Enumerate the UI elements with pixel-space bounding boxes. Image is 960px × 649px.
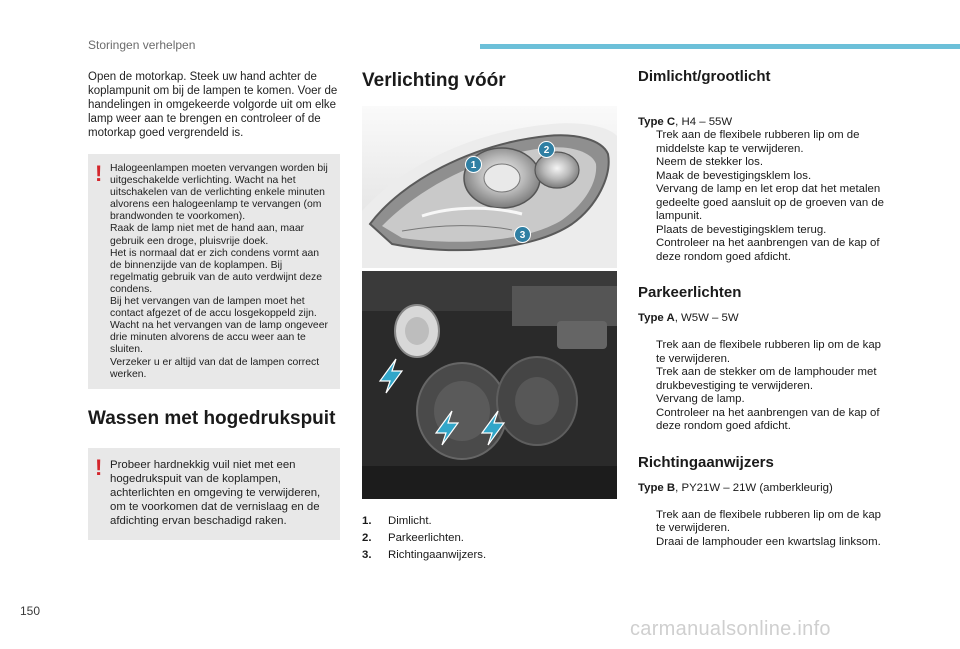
step-item: Controleer na het aanbrengen van de kap of deze rondom goed afdicht. xyxy=(656,406,880,432)
engine-bay-photo xyxy=(362,271,617,499)
legend-label: Dimlicht. xyxy=(388,515,432,527)
turn-title: Richtingaanwijzers xyxy=(638,453,774,471)
headlamp-photo xyxy=(362,106,617,268)
callout-2: 2 xyxy=(538,141,555,158)
step-item: Trek aan de stekker om de lamphouder met drukbevestiging te verwijderen. xyxy=(656,366,877,392)
callout-1: 1 xyxy=(465,156,482,173)
warning-paragraph: Probeer hardnekkig vuil niet met een hogedrukspuit van de koplampen, achterlichten en omgeving te verwijderen, om te voorkomen dat de vernislaag en de afdichting ervan beschadigd raken. xyxy=(110,458,321,527)
step-item: Controleer na het aanbrengen van de kap of deze rondom goed afdicht. xyxy=(656,237,880,263)
intro-text: Open de motorkap. Steek uw hand achter de koplampunit om bij de lampen te komen. Voer de handelingen in omgekeerde volgorde uit om elke lamp weer aan te brengen en controleer of de motorkap goed vergrendeld is. xyxy=(88,71,338,139)
warning-icon: ! xyxy=(95,161,103,186)
page-number: 150 xyxy=(20,604,41,618)
turn-type xyxy=(638,481,893,495)
type-spec: , PY21W – 21W (amberkleurig) xyxy=(675,481,833,494)
step-item: Maak de bevestigingsklem los. xyxy=(656,169,812,182)
legend-item xyxy=(362,513,617,530)
front-lighting-title: Verlichting vóór xyxy=(362,70,506,91)
warning-icon: ! xyxy=(95,454,103,480)
type-label: Type A xyxy=(638,312,675,324)
park-title: Parkeerlichten xyxy=(638,284,742,301)
wash-title: Wassen met hogedrukspuit xyxy=(88,407,336,429)
section-header: Storingen verhelpen xyxy=(88,38,196,52)
legend-label: Richtingaanwijzers. xyxy=(388,549,487,561)
callout-3: 3 xyxy=(514,226,531,243)
warning-box-halogen xyxy=(88,154,340,389)
warning-paragraph: Raak de lamp niet met de hand aan, maar gebruik een droge, pluisvrije doek. xyxy=(110,223,305,247)
watermark: carmanualsonline.info xyxy=(630,618,831,640)
step-item: Plaats de bevestigingsklem terug. xyxy=(656,223,827,236)
step-item: Vervang de lamp. xyxy=(656,393,745,405)
type-spec: , W5W – 5W xyxy=(674,312,739,324)
warning-paragraph: Bij het vervangen van de lampen moet het contact afgezet of de accu losgekoppeld zijn. Wacht na het vervangen van de lamp ongeveer drie minuten alvorens de accu weer aan te sluiten. xyxy=(110,296,328,356)
step-item: Vervang de lamp en let erop dat het metalen gedeelte goed aansluit op de groeven van de lampunit. xyxy=(656,183,884,222)
legend-label: Parkeerlichten. xyxy=(388,532,464,544)
turn-steps xyxy=(638,509,893,550)
legend-number: 1. xyxy=(362,515,372,527)
header-accent-bar xyxy=(480,44,960,49)
warning-paragraph: Halogeenlampen moeten vervangen worden bij uitgeschakelde verlichting. Wacht na het uitschakelen van de verlichting enkele minuten alvorens een halogeenlamp te vervangen (om brandwonden te voorkomen). xyxy=(110,163,328,223)
legend-number: 3. xyxy=(362,549,372,561)
photo-legend xyxy=(362,513,617,564)
warning-paragraph: Verzeker u er altijd van dat de lampen correct werken. xyxy=(110,356,320,380)
step-item: Trek aan de flexibele rubberen lip om de middelste kap te verwijderen. xyxy=(656,129,860,155)
type-spec: , H4 – 55W xyxy=(675,116,733,128)
legend-item xyxy=(362,530,617,547)
legend-item xyxy=(362,547,617,564)
step-item: Neem de stekker los. xyxy=(656,156,763,168)
column-right xyxy=(638,68,893,549)
column-left xyxy=(88,70,340,540)
type-label: Type B xyxy=(638,481,676,494)
step-item: Draai de lamphouder een kwartslag linksom. xyxy=(656,535,881,548)
engine-bay-illustration xyxy=(362,271,617,499)
warning-box-wash xyxy=(88,448,340,540)
step-item: Trek aan de flexibele rubberen lip om de kap te verwijderen. xyxy=(656,508,881,534)
type-label: Type C xyxy=(638,116,676,128)
headlamp-illustration xyxy=(362,106,617,268)
step-item: Trek aan de flexibele rubberen lip om de kap te verwijderen. xyxy=(656,339,881,365)
park-type xyxy=(638,311,893,325)
column-middle xyxy=(362,70,617,564)
warning-paragraph: Het is normaal dat er zich condens vormt aan de binnenzijde van de koplampen. Bij regelmatig gebruik van de auto verdwijnt deze condens. xyxy=(110,247,322,295)
dim-type xyxy=(638,115,893,129)
park-steps xyxy=(638,339,893,434)
dim-title: Dimlicht/grootlicht xyxy=(638,68,771,85)
dim-steps xyxy=(638,129,893,264)
legend-number: 2. xyxy=(362,532,372,544)
